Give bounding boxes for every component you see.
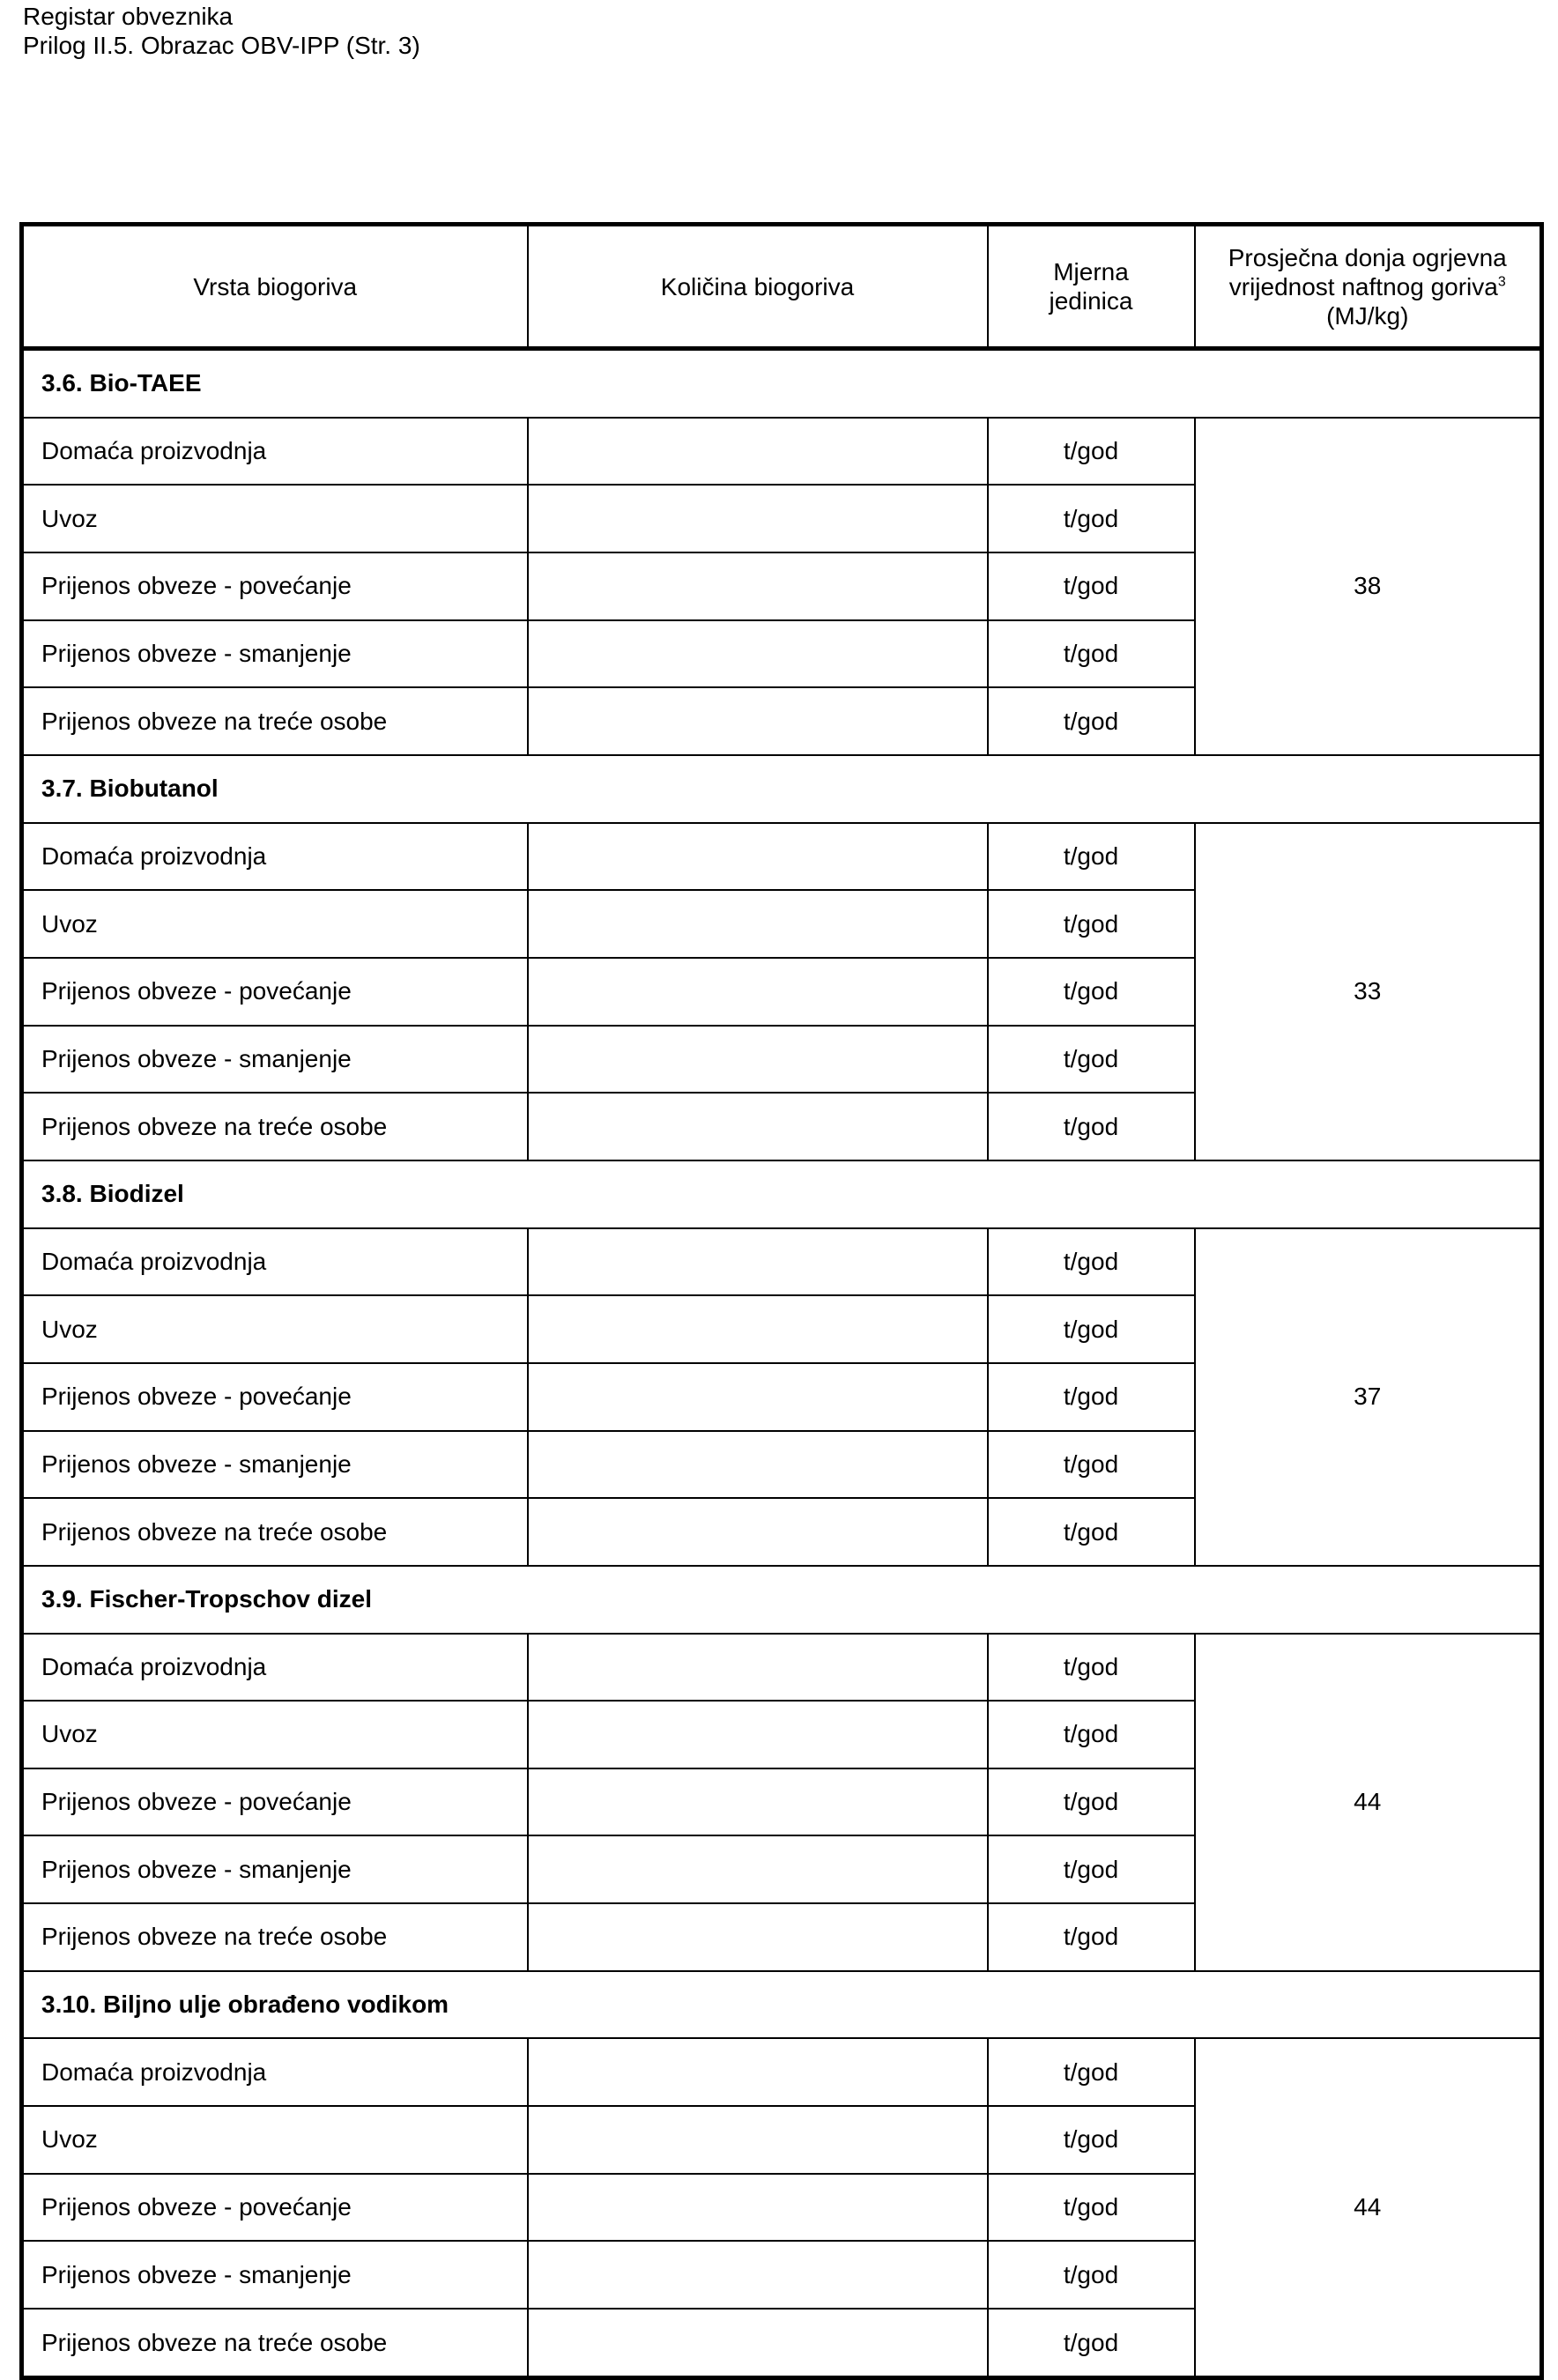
unit-cell: t/god bbox=[988, 1295, 1195, 1363]
unit-cell: t/god bbox=[988, 1903, 1195, 1971]
row-label: Prijenos obveze - smanjenje bbox=[22, 2241, 528, 2309]
table-row bbox=[22, 1634, 1542, 1702]
unit-cell: t/god bbox=[988, 823, 1195, 891]
row-label: Prijenos obveze - povećanje bbox=[22, 1363, 528, 1431]
page-header bbox=[23, 2, 420, 60]
row-label: Uvoz bbox=[22, 485, 528, 552]
heating-header-line2: vrijednost naftnog goriva bbox=[1228, 272, 1498, 300]
row-label: Prijenos obveze - smanjenje bbox=[22, 1431, 528, 1499]
heating-value-cell: 38 bbox=[1195, 418, 1542, 755]
unit-cell: t/god bbox=[988, 485, 1195, 552]
row-label: Domaća proizvodnja bbox=[22, 823, 528, 891]
unit-cell: t/god bbox=[988, 1093, 1195, 1160]
row-label: Prijenos obveze - povećanje bbox=[22, 552, 528, 620]
section-row bbox=[22, 1160, 1542, 1228]
section-title: 3.9. Fischer-Tropschov dizel bbox=[22, 1566, 1542, 1634]
quantity-cell[interactable] bbox=[528, 418, 988, 486]
table-header-row bbox=[22, 225, 1542, 349]
unit-header-line2: jedinica bbox=[1049, 287, 1133, 315]
unit-cell: t/god bbox=[988, 1768, 1195, 1836]
unit-cell: t/god bbox=[988, 1363, 1195, 1431]
unit-cell: t/god bbox=[988, 2106, 1195, 2174]
quantity-cell[interactable] bbox=[528, 1363, 988, 1431]
row-label: Prijenos obveze - povećanje bbox=[22, 958, 528, 1026]
form-subtitle: Prilog II.5. Obrazac OBV-IPP (Str. 3) bbox=[23, 32, 420, 59]
unit-cell: t/god bbox=[988, 687, 1195, 755]
row-label: Uvoz bbox=[22, 2106, 528, 2174]
unit-cell: t/god bbox=[988, 2174, 1195, 2242]
quantity-cell[interactable] bbox=[528, 1026, 988, 1094]
quantity-cell[interactable] bbox=[528, 823, 988, 891]
quantity-cell[interactable] bbox=[528, 2241, 988, 2309]
quantity-cell[interactable] bbox=[528, 1768, 988, 1836]
biofuel-table bbox=[19, 222, 1544, 2380]
quantity-cell[interactable] bbox=[528, 1228, 988, 1296]
section-title: 3.7. Biobutanol bbox=[22, 755, 1542, 823]
heating-header-line1: Prosječna donja ogrjevna bbox=[1228, 243, 1507, 271]
unit-cell: t/god bbox=[988, 1498, 1195, 1566]
register-title: Registar obveznika bbox=[23, 3, 234, 30]
heating-value-cell: 37 bbox=[1195, 1228, 1542, 1566]
table-row bbox=[22, 2038, 1542, 2106]
unit-cell: t/god bbox=[988, 620, 1195, 688]
table-body bbox=[22, 349, 1542, 2378]
row-label: Domaća proizvodnja bbox=[22, 1228, 528, 1296]
quantity-cell[interactable] bbox=[528, 1835, 988, 1903]
unit-header-line1: Mjerna bbox=[1053, 258, 1129, 285]
section-row bbox=[22, 1971, 1542, 2039]
row-label: Uvoz bbox=[22, 1701, 528, 1768]
quantity-cell[interactable] bbox=[528, 2174, 988, 2242]
quantity-cell[interactable] bbox=[528, 485, 988, 552]
unit-cell: t/god bbox=[988, 890, 1195, 958]
quantity-cell[interactable] bbox=[528, 687, 988, 755]
row-label: Prijenos obveze na treće osobe bbox=[22, 1093, 528, 1160]
heating-value-cell: 33 bbox=[1195, 823, 1542, 1160]
unit-cell: t/god bbox=[988, 1835, 1195, 1903]
quantity-cell[interactable] bbox=[528, 1295, 988, 1363]
quantity-cell[interactable] bbox=[528, 2106, 988, 2174]
section-row bbox=[22, 755, 1542, 823]
row-label: Prijenos obveze - smanjenje bbox=[22, 1835, 528, 1903]
quantity-cell[interactable] bbox=[528, 1903, 988, 1971]
table-row bbox=[22, 418, 1542, 486]
row-label: Prijenos obveze na treće osobe bbox=[22, 1903, 528, 1971]
section-title: 3.10. Biljno ulje obrađeno vodikom bbox=[22, 1971, 1542, 2039]
column-header-unit bbox=[988, 225, 1195, 349]
section-title: 3.6. Bio-TAEE bbox=[22, 349, 1542, 418]
heating-header-line3: (MJ/kg) bbox=[1326, 301, 1409, 330]
quantity-cell[interactable] bbox=[528, 1498, 988, 1566]
column-header-type: Vrsta biogoriva bbox=[22, 225, 528, 349]
unit-cell: t/god bbox=[988, 2038, 1195, 2106]
unit-cell: t/god bbox=[988, 1634, 1195, 1702]
heating-value-cell: 44 bbox=[1195, 2038, 1542, 2377]
table-row bbox=[22, 823, 1542, 891]
section-row bbox=[22, 1566, 1542, 1634]
row-label: Prijenos obveze - smanjenje bbox=[22, 620, 528, 688]
quantity-cell[interactable] bbox=[528, 2309, 988, 2377]
unit-cell: t/god bbox=[988, 552, 1195, 620]
unit-cell: t/god bbox=[988, 1431, 1195, 1499]
row-label: Domaća proizvodnja bbox=[22, 418, 528, 486]
unit-cell: t/god bbox=[988, 2241, 1195, 2309]
heating-value-cell: 44 bbox=[1195, 1634, 1542, 1971]
section-title: 3.8. Biodizel bbox=[22, 1160, 1542, 1228]
quantity-cell[interactable] bbox=[528, 620, 988, 688]
table-row bbox=[22, 1228, 1542, 1296]
quantity-cell[interactable] bbox=[528, 1431, 988, 1499]
quantity-cell[interactable] bbox=[528, 1093, 988, 1160]
row-label: Domaća proizvodnja bbox=[22, 1634, 528, 1702]
row-label: Prijenos obveze - povećanje bbox=[22, 1768, 528, 1836]
unit-cell: t/god bbox=[988, 418, 1195, 486]
row-label: Prijenos obveze - smanjenje bbox=[22, 1026, 528, 1094]
row-label: Uvoz bbox=[22, 1295, 528, 1363]
quantity-cell[interactable] bbox=[528, 1634, 988, 1702]
quantity-cell[interactable] bbox=[528, 958, 988, 1026]
row-label: Prijenos obveze - povećanje bbox=[22, 2174, 528, 2242]
row-label: Prijenos obveze na treće osobe bbox=[22, 687, 528, 755]
column-header-heating-value bbox=[1195, 225, 1542, 349]
unit-cell: t/god bbox=[988, 958, 1195, 1026]
unit-cell: t/god bbox=[988, 1701, 1195, 1768]
quantity-cell[interactable] bbox=[528, 890, 988, 958]
row-label: Prijenos obveze na treće osobe bbox=[22, 2309, 528, 2377]
column-header-quantity: Količina biogoriva bbox=[528, 225, 988, 349]
unit-cell: t/god bbox=[988, 1228, 1195, 1296]
footnote-marker: 3 bbox=[1497, 274, 1506, 290]
quantity-cell[interactable] bbox=[528, 552, 988, 620]
unit-cell: t/god bbox=[988, 1026, 1195, 1094]
section-row bbox=[22, 349, 1542, 418]
row-label: Prijenos obveze na treće osobe bbox=[22, 1498, 528, 1566]
unit-cell: t/god bbox=[988, 2309, 1195, 2377]
row-label: Uvoz bbox=[22, 890, 528, 958]
quantity-cell[interactable] bbox=[528, 1701, 988, 1768]
quantity-cell[interactable] bbox=[528, 2038, 988, 2106]
row-label: Domaća proizvodnja bbox=[22, 2038, 528, 2106]
